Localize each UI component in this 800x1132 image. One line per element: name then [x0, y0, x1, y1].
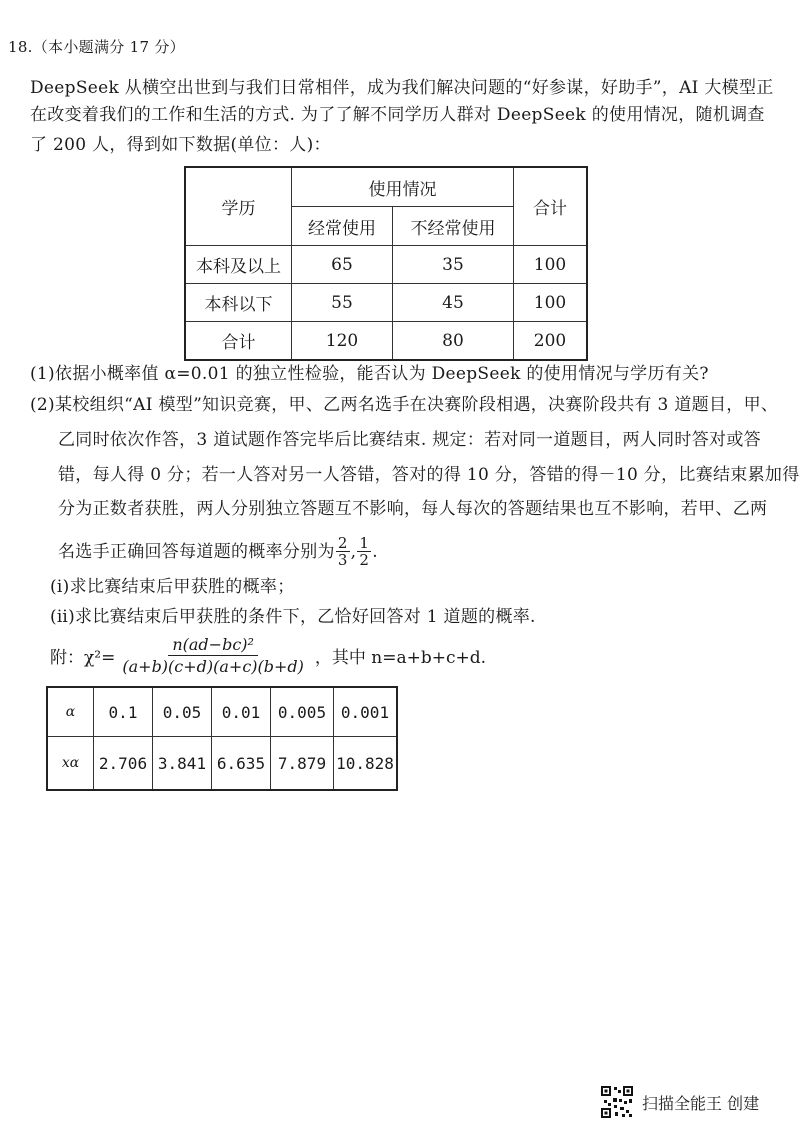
intro-line-3: 了 200 人，得到如下数据(单位：人)：	[30, 135, 331, 155]
x-alpha-label: xα	[47, 737, 94, 791]
part-2-line-5	[58, 535, 378, 568]
alpha-value: 0.01	[212, 687, 271, 737]
qr-code-icon	[600, 1085, 634, 1119]
part-2-line-2: 乙同时依次作答，3 道试题作答完毕后比赛结束. 规定：若对同一道题目，两人同时答对或答	[58, 430, 761, 450]
critical-value: 10.828	[334, 737, 398, 791]
critical-value-row	[47, 737, 397, 791]
cell-frequent: 120	[292, 322, 393, 361]
sub-question-ii: (ⅱ)求比赛结束后甲获胜的条件下，乙恰好回答对 1 道题的概率.	[50, 607, 536, 627]
formula-numerator: n(ad−bc)²	[168, 635, 258, 656]
alpha-label: α	[47, 687, 94, 737]
formula-fraction	[118, 635, 308, 676]
alpha-value: 0.001	[334, 687, 398, 737]
alpha-value: 0.1	[94, 687, 153, 737]
prob-b-fraction	[357, 535, 371, 568]
prob-separator: ,	[350, 541, 357, 562]
prob-a-fraction	[336, 535, 350, 568]
intro-line-1: DeepSeek 从横空出世到与我们日常相伴，成为我们解决问题的“好参谋，好助手”，AI 大模型正	[30, 78, 774, 98]
question-header: 18.（本小题满分 17 分）	[8, 38, 185, 56]
cell-infrequent: 35	[393, 246, 514, 284]
usage-table	[184, 166, 588, 361]
header-total: 合计	[514, 167, 588, 246]
prob-end: .	[372, 541, 378, 562]
critical-value: 7.879	[271, 737, 334, 791]
critical-value: 2.706	[94, 737, 153, 791]
formula-prefix: 附：χ²=	[50, 648, 116, 668]
chi-square-formula	[50, 635, 486, 676]
sub-question-i: (ⅰ)求比赛结束后甲获胜的概率；	[50, 577, 295, 597]
critical-value-table	[46, 686, 398, 791]
cell-infrequent: 80	[393, 322, 514, 361]
cell-total: 200	[514, 322, 588, 361]
table-row	[185, 284, 587, 322]
formula-suffix: ，其中 n=a+b+c+d.	[314, 648, 487, 668]
intro-line-2: 在改变着我们的工作和生活的方式. 为了了解不同学历人群对 DeepSeek 的使用情况，随机调查	[30, 105, 765, 125]
critical-value: 3.841	[153, 737, 212, 791]
table-row	[185, 322, 587, 361]
row-label: 本科以下	[185, 284, 292, 322]
probability-prefix: 名选手正确回答每道题的概率分别为	[58, 541, 335, 562]
prob-a-numerator: 2	[337, 534, 348, 552]
alpha-value: 0.05	[153, 687, 212, 737]
header-frequent: 经常使用	[292, 207, 393, 246]
row-label: 本科及以上	[185, 246, 292, 284]
part-2-line-4: 分为正数者获胜，两人分别独立答题互不影响，每人每次的答题结果也互不影响，若甲、乙两	[58, 499, 768, 519]
part-1-text: (1)依据小概率值 α=0.01 的独立性检验，能否认为 DeepSeek 的使用情况与学历有关?	[30, 364, 709, 384]
prob-a-denominator: 3	[337, 551, 348, 569]
header-usage: 使用情况	[292, 167, 514, 207]
cell-frequent: 55	[292, 284, 393, 322]
part-2-line-1: (2)某校组织“AI 模型”知识竞赛，甲、乙两名选手在决赛阶段相遇，决赛阶段共有 3 道题目，甲、	[30, 395, 779, 415]
prob-b-numerator: 1	[359, 534, 370, 552]
table-row	[185, 246, 587, 284]
table-header-row	[185, 167, 587, 207]
row-label: 合计	[185, 322, 292, 361]
header-education: 学历	[185, 167, 292, 246]
watermark-text: 扫描全能王 创建	[642, 1093, 760, 1113]
cell-infrequent: 45	[393, 284, 514, 322]
part-2-line-3: 错，每人得 0 分；若一人答对另一人答错，答对的得 10 分，答错的得－10 分，比赛结束累加得	[58, 465, 800, 485]
scanner-watermark	[600, 1085, 759, 1119]
header-infrequent: 不经常使用	[393, 207, 514, 246]
cell-frequent: 65	[292, 246, 393, 284]
prob-b-denominator: 2	[359, 551, 370, 569]
cell-total: 100	[514, 284, 588, 322]
alpha-row	[47, 687, 397, 737]
critical-value: 6.635	[212, 737, 271, 791]
cell-total: 100	[514, 246, 588, 284]
alpha-value: 0.005	[271, 687, 334, 737]
formula-denominator: (a+b)(c+d)(a+c)(b+d)	[122, 657, 304, 676]
